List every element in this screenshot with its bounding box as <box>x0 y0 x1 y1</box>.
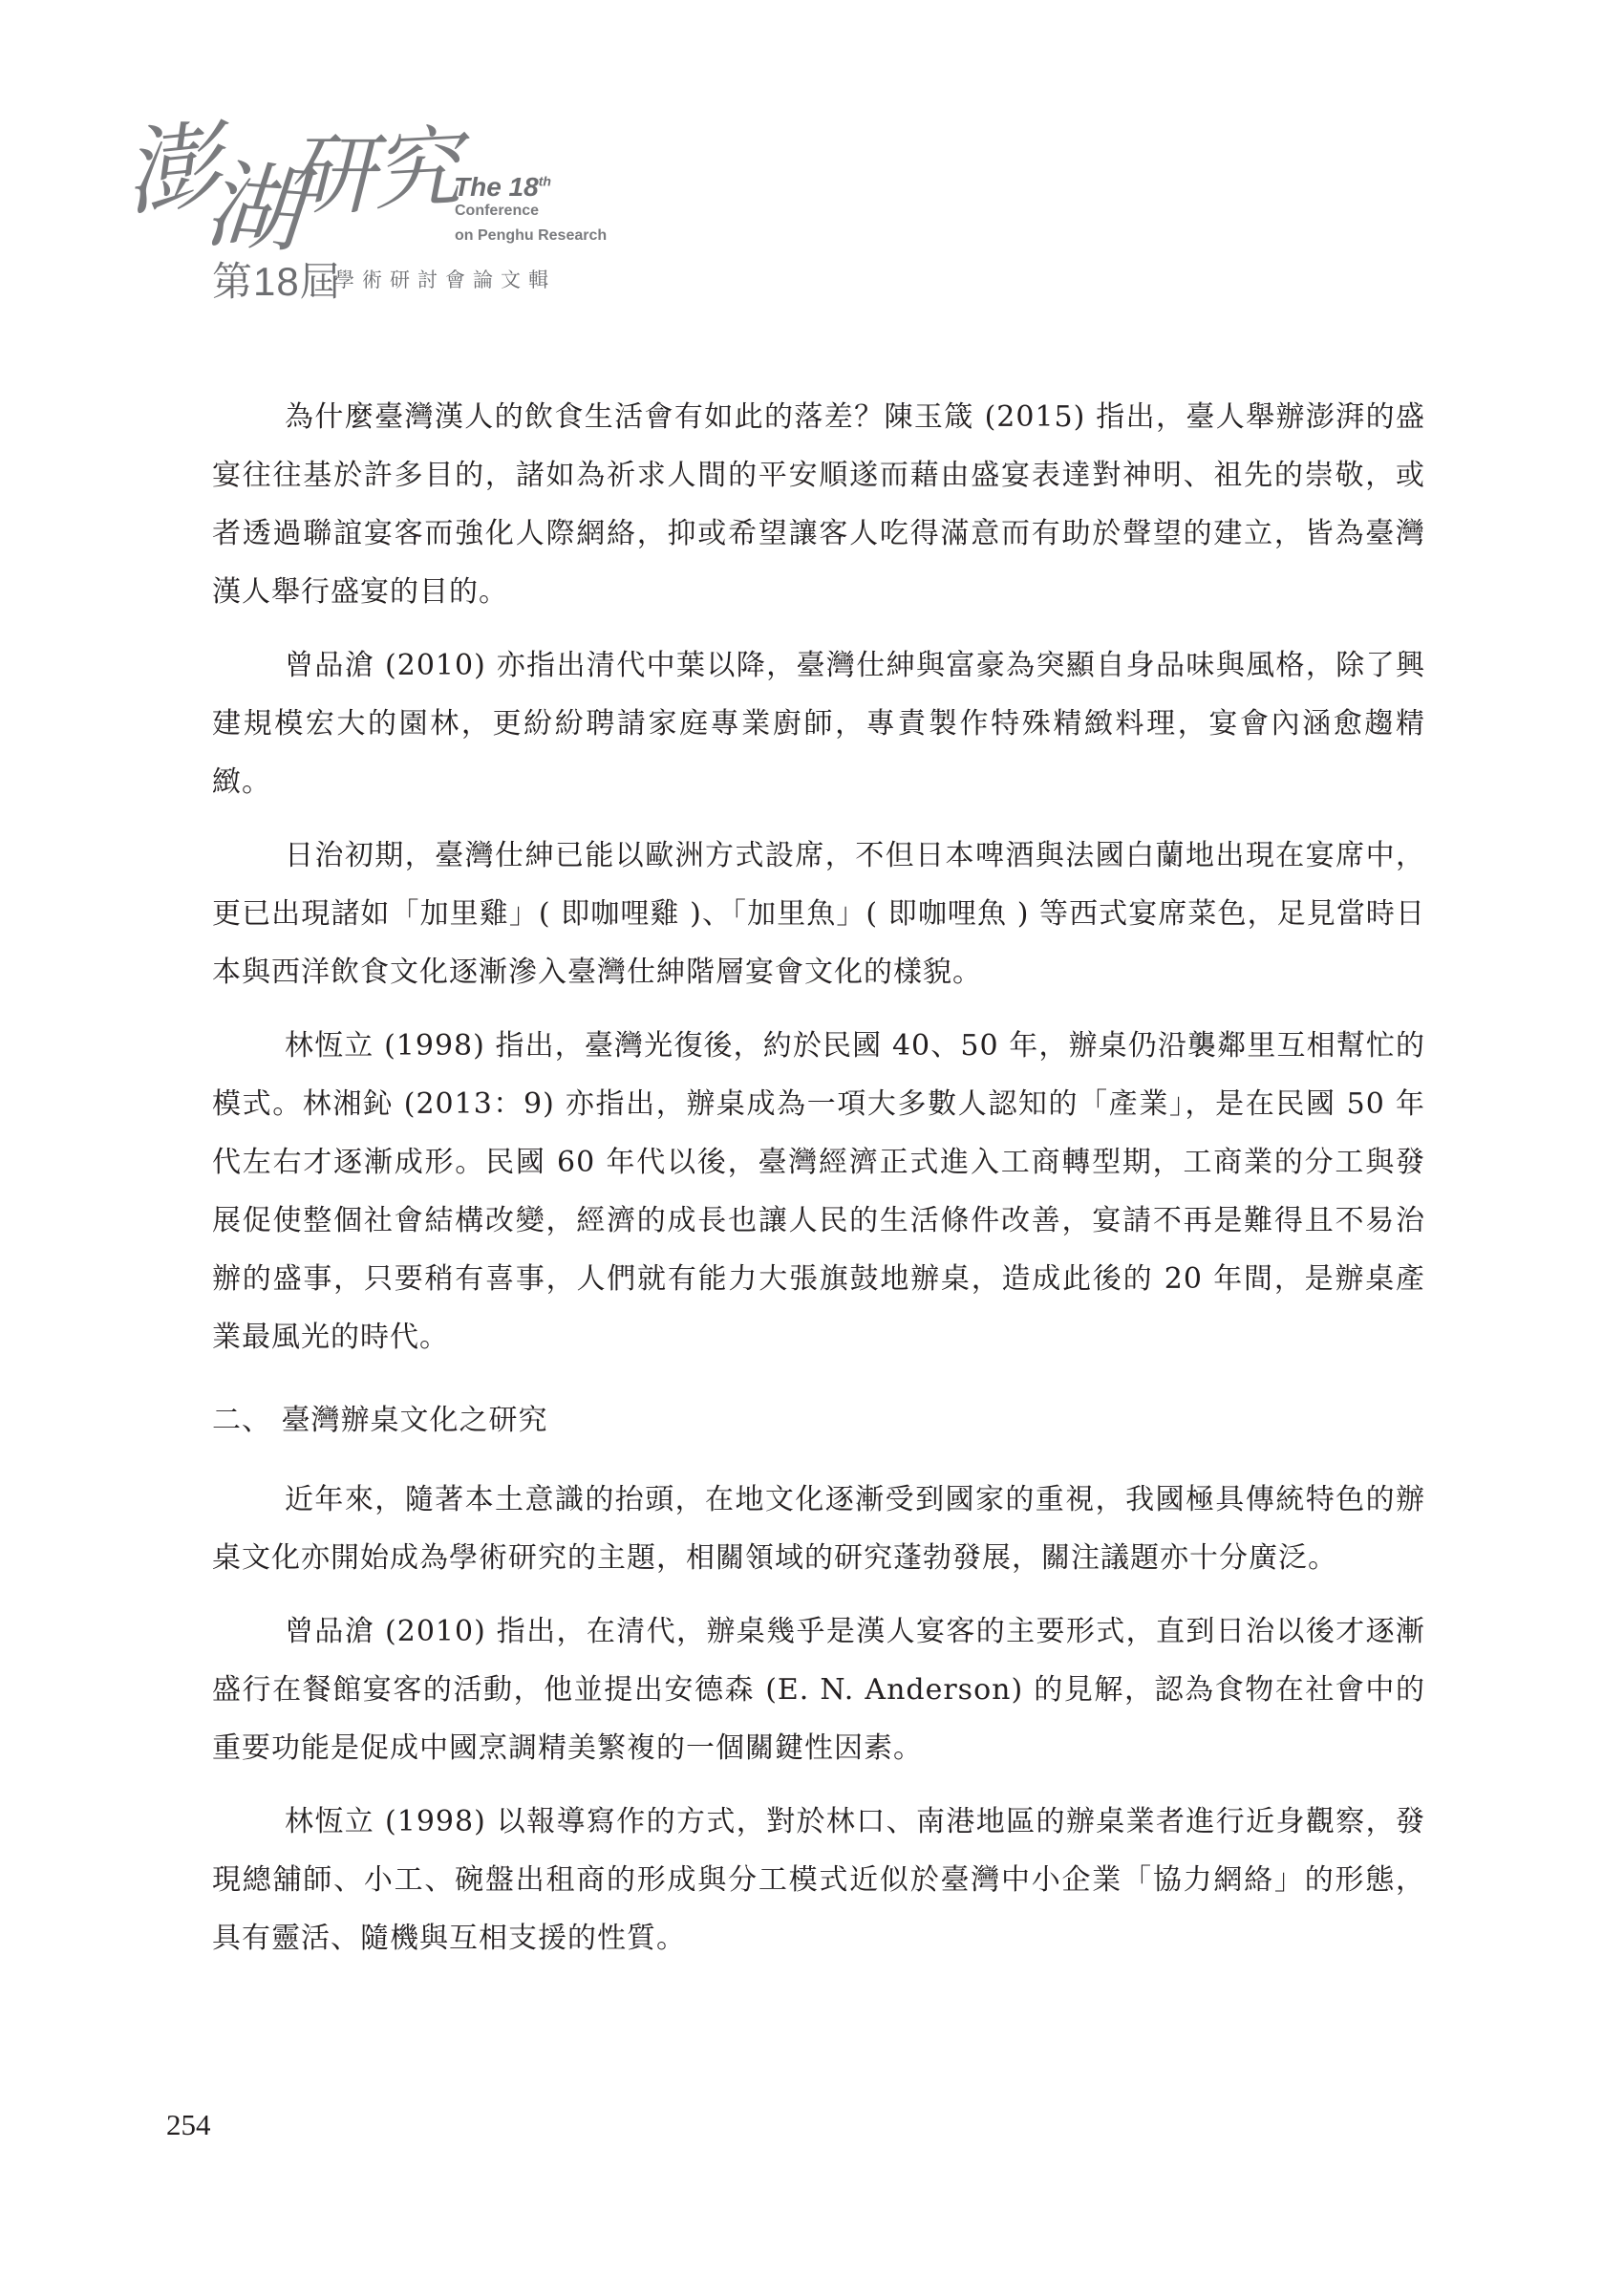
page-header <box>0 0 1624 315</box>
conference-ordinal-suffix: th <box>538 173 551 189</box>
conference-ordinal: The 18 <box>454 172 539 202</box>
conference-subtitle-en-2: on Penghu Research <box>455 227 608 244</box>
main-text <box>212 388 1425 1983</box>
body-paragraph: 近年來，隨著本土意識的抬頭，在地文化逐漸受到國家的重視，我國極具傳統特色的辦桌文化亦開始成為學術研究的主題，相關領域的研究蓬勃發展，關注議題亦十分廣泛。 <box>212 1483 1425 1575</box>
logo-title-char: 研 <box>287 124 375 226</box>
body-paragraph: 林恆立 (1998) 以報導寫作的方式，對於林口、南港地區的辦桌業者進行近身觀察，發現總舖師、小工、碗盤出租商的形成與分工模式近似於臺灣中小企業「協力網絡」的形態，具有靈活、隨機與互相支援的性質。 <box>212 1805 1425 1955</box>
body-paragraph: 為什麼臺灣漢人的飲食生活會有如此的落差？陳玉箴 (2015) 指出，臺人舉辦澎湃的盛宴往往基於許多目的，諸如為祈求人間的平安順遂而藉由盛宴表達對神明、祖先的崇敬，或者透過聯誼宴客而強化人際網絡，抑或希望讓客人吃得滿意而有助於聲望的建立，皆為臺灣漢人舉行盛宴的目的。 <box>212 400 1425 609</box>
logo-title-char: 究 <box>370 116 463 224</box>
section-heading: 二、 臺灣辦桌文化之研究 <box>212 1404 548 1437</box>
conference-subtitle-en-1: Conference <box>455 203 540 219</box>
edition-label: 第18屆 <box>212 259 341 304</box>
body-paragraph: 曾品滄 (2010) 指出，在清代，辦桌幾乎是漢人宴客的主要形式，直到日治以後才逐漸盛行在餐館宴客的活動，他並提出安德森 (E. N. Anderson) 的見解，認為食物在社會中的重要功能是促成中國烹調精美繁複的一個關鍵性因素。 <box>212 1615 1425 1765</box>
logo-title-char: 澎 <box>118 109 225 230</box>
page-number: 254 <box>166 2108 211 2141</box>
conference-title-en <box>454 172 551 203</box>
body-paragraph: 曾品滄 (2010) 亦指出清代中葉以降，臺灣仕紳與富豪為突顯自身品味與風格，除了興建規模宏大的園林，更紛紛聘請家庭專業廚師，專責製作特殊精緻料理，宴會內涵愈趨精緻。 <box>212 649 1425 799</box>
logo-title-char: 湖 <box>202 148 305 268</box>
body-paragraph: 日治初期，臺灣仕紳已能以歐洲方式設席，不但日本啤酒與法國白蘭地出現在宴席中，更已出現諸如「加里雞」( 即咖哩雞 )、「加里魚」( 即咖哩魚 ) 等西式宴席菜色，足見當時日本與西洋飲食文化逐漸滲入臺灣仕紳階層宴會文化的樣貌。 <box>212 839 1425 989</box>
body-paragraph: 林恆立 (1998) 指出，臺灣光復後，約於民國 40、50 年，辦桌仍沿襲鄰里互相幫忙的模式。林湘鈊 (2013：9) 亦指出，辦桌成為一項大多數人認知的「產業」，是在民國 50 年代左右才逐漸成形。民國 60 年代以後，臺灣經濟正式進入工商轉型期，工商業的分工與發展促使整個社會結構改變，經濟的成長也讓人民的生活條件改善，宴請不再是難得且不易治辦的盛事，只要稍有喜事，人們就有能力大張旗鼓地辦桌，造成此後的 20 年間，是辦桌產業最風光的時代。 <box>212 1029 1425 1354</box>
proceedings-subtitle: 學術研討會論文輯 <box>334 269 556 291</box>
